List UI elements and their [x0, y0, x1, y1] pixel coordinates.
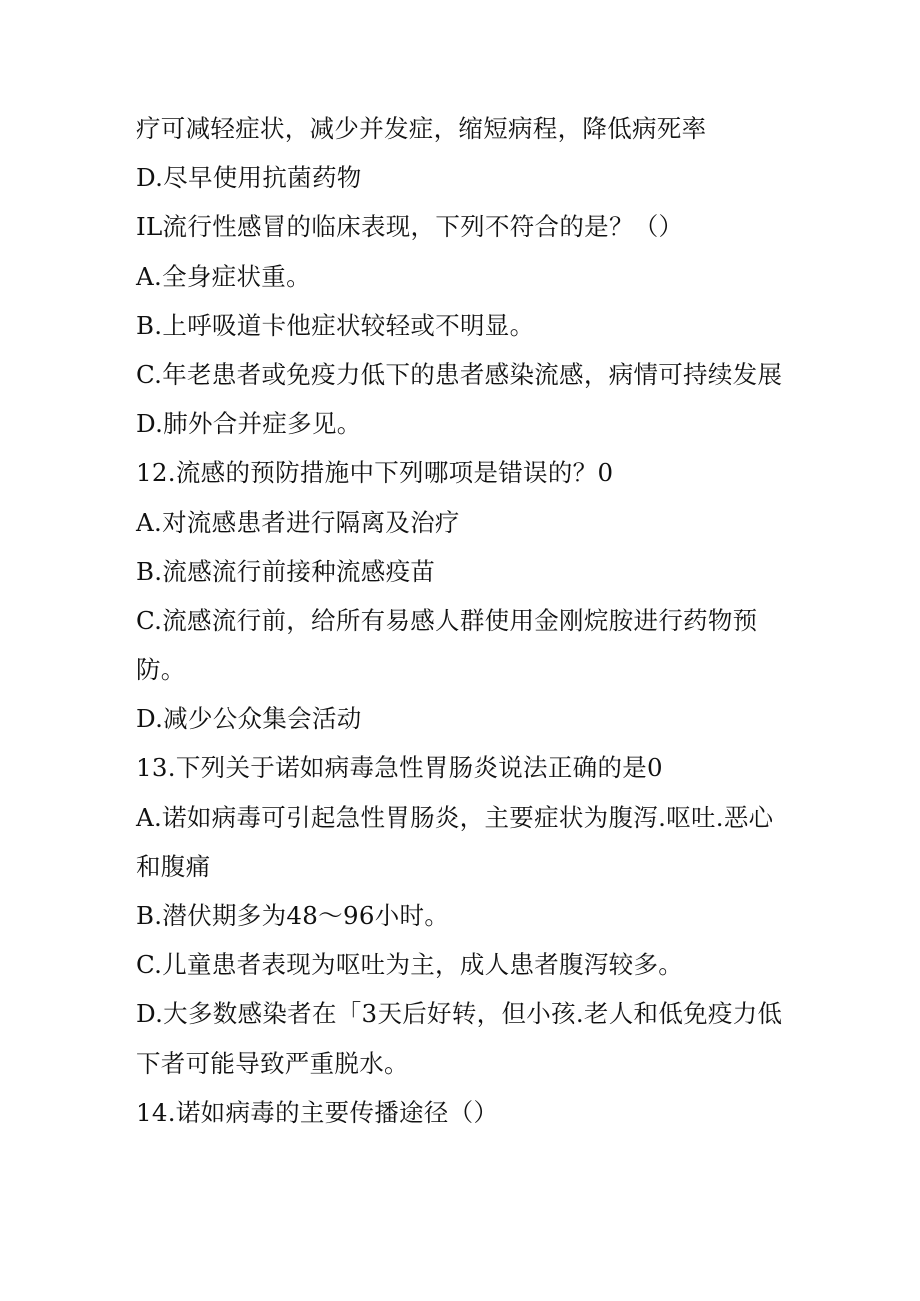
answer-option: B.上呼吸道卡他症状较轻或不明显。: [136, 310, 535, 340]
document-body: [136, 104, 796, 1137]
answer-option: B.流感流行前接种流感疫苗: [136, 556, 436, 586]
text-line: 防。: [136, 655, 186, 685]
answer-option: A.对流感患者进行隔离及治疗: [136, 507, 460, 537]
question-12: 12.流感的预防措施中下列哪项是错误的？0: [136, 458, 614, 488]
answer-option: D.大多数感染者在「3天后好转，但小孩.老人和低免疫力低: [136, 999, 783, 1029]
question-11: IL流行性感冒的临床表现，下列不符合的是？（）: [136, 212, 684, 242]
question-13: 13.下列关于诺如病毒急性胃肠炎说法正确的是0: [136, 753, 663, 783]
answer-option: C.年老患者或免疫力低下的患者感染流感，病情可持续发展: [136, 359, 783, 389]
text-line: 下者可能导致严重脱水。: [136, 1048, 409, 1078]
answer-option: D.减少公众集会活动: [136, 704, 362, 734]
answer-option: D.尽早使用抗菌药物: [136, 163, 362, 193]
answer-option: B.潜伏期多为48～96小时。: [136, 901, 450, 930]
answer-option: C.儿童患者表现为呕吐为主，成人患者腹泻较多。: [136, 950, 684, 980]
answer-option: C.流感流行前，给所有易感人群使用金刚烷胺进行药物预: [136, 605, 758, 635]
answer-option: A.全身症状重。: [136, 261, 311, 291]
text-line: 疗可减轻症状，减少并发症，缩短病程，降低病死率: [136, 114, 707, 143]
answer-option: D.肺外合并症多见。: [136, 409, 362, 439]
answer-option: A.诺如病毒可引起急性胃肠炎，主要症状为腹泻.呕吐.恶心: [136, 802, 774, 832]
question-14: 14.诺如病毒的主要传播途径（）: [136, 1097, 499, 1127]
text-line: 和腹痛: [136, 851, 211, 881]
